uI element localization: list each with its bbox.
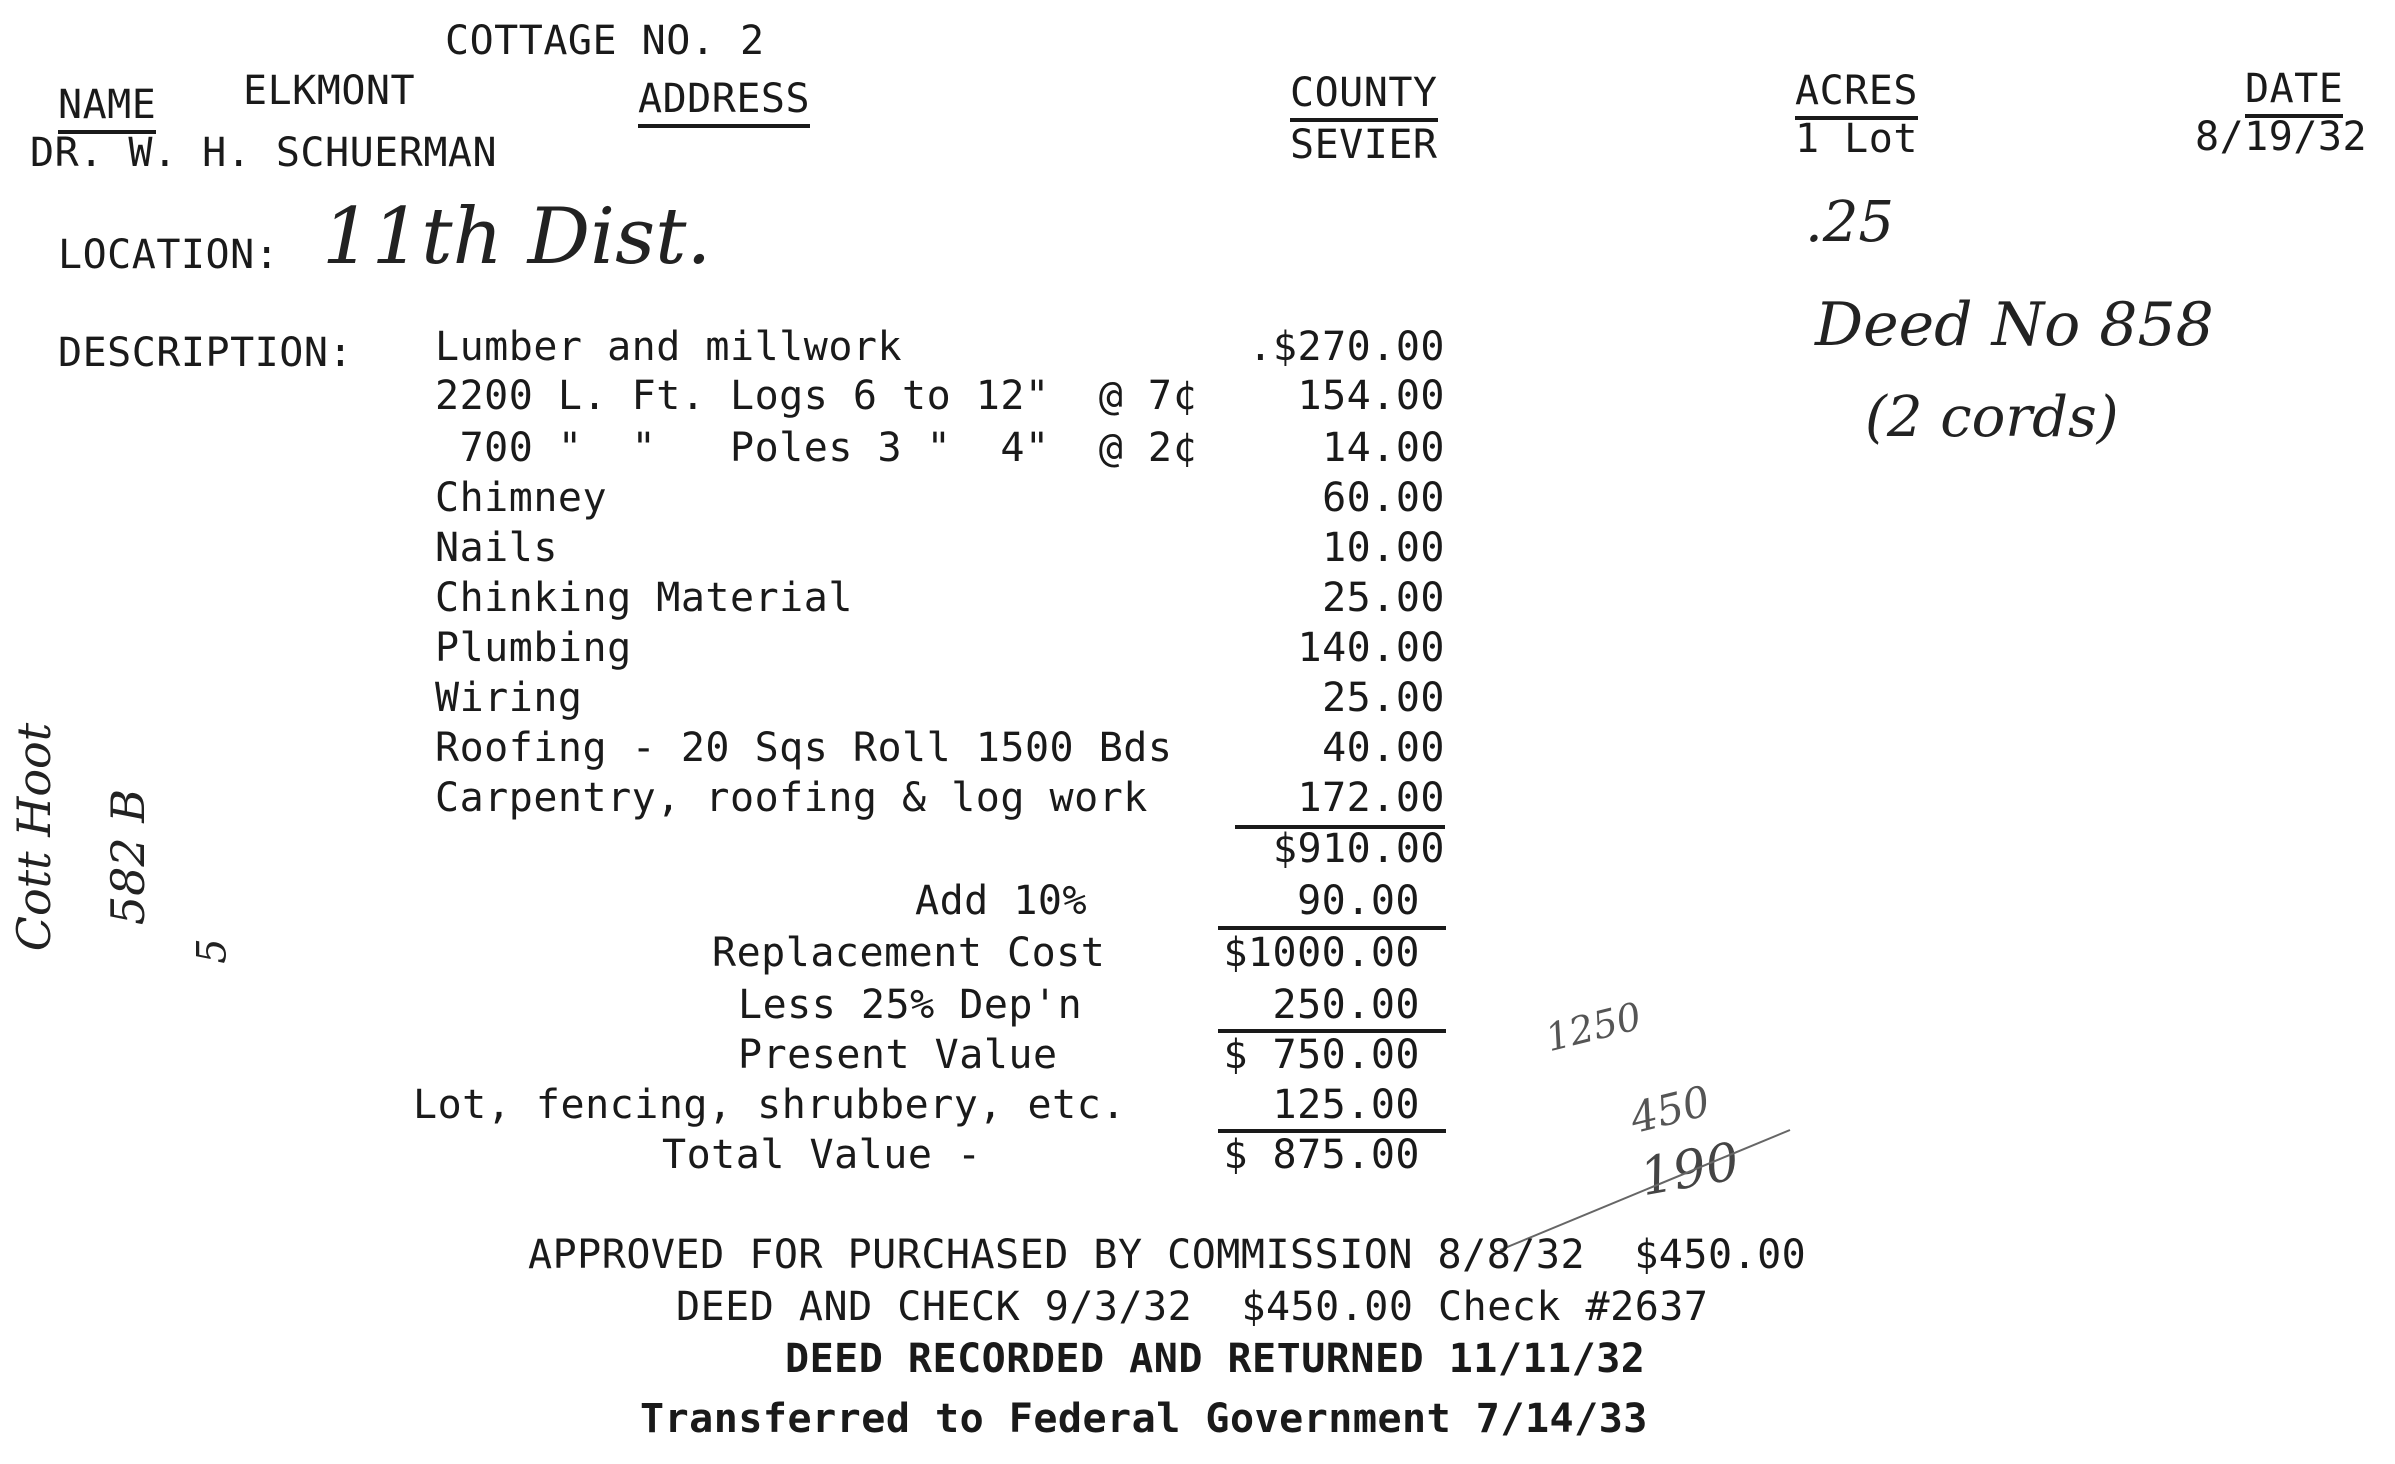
margin-note-2: 582 B (101, 788, 156, 926)
lot-label: Lot, fencing, shrubbery, etc. (413, 1082, 1126, 1128)
margin-note-3: 5 (189, 938, 236, 964)
name-label: NAME (58, 82, 156, 134)
line-item-amount: 172.00 (1297, 775, 1445, 821)
date-label: DATE (2245, 66, 2343, 118)
line-item-amount: .$270.00 (1248, 324, 1445, 370)
line-item-desc: 700 " " Poles 3 " 4" @ 2¢ (435, 425, 1198, 471)
side-calc-1: 1250 (1541, 993, 1646, 1061)
transferred-line: Transferred to Federal Government 7/14/33 (640, 1396, 1648, 1442)
deed-check-line: DEED AND CHECK 9/3/32 $450.00 Check #2637 (676, 1284, 1709, 1330)
cords-note: (2 cords) (1865, 385, 2119, 450)
line-item-amount: 10.00 (1322, 525, 1445, 571)
line-item-amount: 154.00 (1297, 373, 1445, 419)
line-item-desc: Chimney (435, 475, 608, 521)
line-item-desc: Roofing - 20 Sqs Roll 1500 Bds (435, 725, 1173, 771)
line-item (435, 575, 1445, 625)
present-value: $ 750.00 (1223, 1032, 1420, 1078)
add-value: 90.00 (1297, 878, 1420, 924)
location-label: LOCATION: (58, 232, 280, 278)
line-item (435, 525, 1445, 575)
present-label: Present Value (738, 1032, 1058, 1078)
side-calc-2: 450 (1625, 1076, 1715, 1143)
line-item-amount: 140.00 (1297, 625, 1445, 671)
line-item-desc: Carpentry, roofing & log work (435, 775, 1148, 821)
line-item-desc: Lumber and millwork (435, 324, 903, 370)
depreciation-label: Less 25% Dep'n (738, 982, 1083, 1028)
county-value: SEVIER (1290, 122, 1438, 168)
line-item (435, 775, 1445, 825)
line-item-amount: 25.00 (1322, 575, 1445, 621)
total-label: Total Value - (662, 1132, 982, 1178)
community-name: ELKMONT (243, 68, 416, 114)
line-item (435, 373, 1445, 423)
lot-value: 125.00 (1272, 1082, 1420, 1128)
line-item (435, 675, 1445, 725)
line-item-amount: 14.00 (1322, 425, 1445, 471)
address-label: ADDRESS (638, 76, 810, 128)
line-item (435, 475, 1445, 525)
line-item-desc: Wiring (435, 675, 583, 721)
add-label: Add 10% (915, 878, 1088, 924)
line-item-desc: Chinking Material (435, 575, 853, 621)
total-value: $ 875.00 (1223, 1132, 1420, 1178)
line-item-desc: Nails (435, 525, 558, 571)
depreciation-value: 250.00 (1272, 982, 1420, 1028)
side-calc-stroke (1490, 1060, 1800, 1260)
line-item-amount: 40.00 (1322, 725, 1445, 771)
acres-value: 1 Lot (1795, 116, 1918, 162)
line-item-amount: 60.00 (1322, 475, 1445, 521)
description-label: DESCRIPTION: (58, 330, 353, 376)
cottage-number: COTTAGE NO. 2 (445, 18, 765, 64)
deed-number-note: Deed No 858 (1815, 290, 2214, 360)
owner-name: DR. W. H. SCHUERMAN (30, 130, 498, 176)
line-item-desc: 2200 L. Ft. Logs 6 to 12" @ 7¢ (435, 373, 1198, 419)
subtotal-value: $910.00 (1272, 826, 1445, 872)
location-handwritten: 11th Dist. (322, 192, 712, 282)
approved-line: APPROVED FOR PURCHASED BY COMMISSION 8/8/32 $450.00 (528, 1232, 1807, 1278)
replacement-label: Replacement Cost (712, 930, 1106, 976)
line-item (435, 725, 1445, 775)
line-item (435, 625, 1445, 675)
replacement-value: $1000.00 (1223, 930, 1420, 976)
line-item (435, 324, 1445, 374)
acres-label: ACRES (1795, 68, 1918, 120)
date-value: 8/19/32 (2195, 114, 2368, 160)
line-item (435, 425, 1445, 475)
county-label: COUNTY (1290, 70, 1438, 122)
side-calc-3: 190 (1635, 1131, 1744, 1209)
margin-note-1: Cott Hoot (7, 722, 62, 952)
acres-note: .25 (1805, 190, 1895, 255)
line-item-amount: 25.00 (1322, 675, 1445, 721)
deed-recorded-line: DEED RECORDED AND RETURNED 11/11/32 (785, 1336, 1646, 1382)
line-item-desc: Plumbing (435, 625, 632, 671)
